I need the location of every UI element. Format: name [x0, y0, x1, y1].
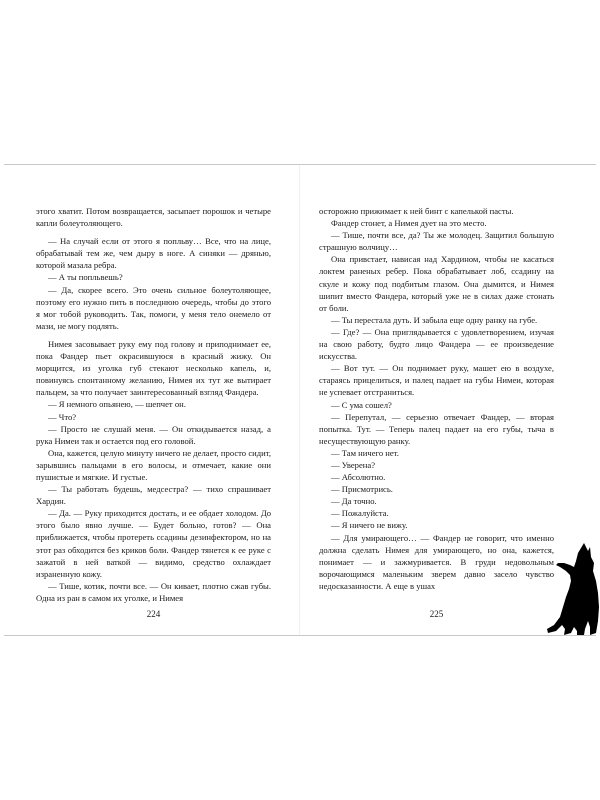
paragraph: — Уверена?	[331, 459, 376, 470]
paragraph: — На случай если от этого я попльву… Все, что на лице, обрабатывай тем же, чем дыру в ноге. А синяки — дрянью, которой мазала ребра.	[36, 236, 271, 271]
paragraph: — Просто не слушай меня. — Он откидывается назад, а рука Нимеи так и остается под его головой.	[36, 423, 271, 446]
paragraph: — Я немного опьянею, — шепчет он.	[48, 399, 186, 410]
paragraph: Нимея засовывает руку ему под голову и приподнимает ее, пока Фандер пьет окрасившуюся в красный жижу. Он морщится, из уголка губ стекают несколько капель, и, повинуясь спонтанному желанию, Нимея их тут же вытирает пальцем, за что получает заинтересованный взгляд Фандера.	[36, 338, 271, 398]
paragraph: — Где? — Она приглядывается с удовлетворением, изучая на свою работу, будто лицо Фандера — ее произведение искусства.	[319, 326, 554, 362]
paragraph: — Тише, котик, почти все. — Он кивает, плотно сжав губы. Одна из ран в самом их уголке, и Нимея	[36, 580, 271, 603]
howling-wolf-icon	[544, 541, 600, 635]
paragraph: — Ты работать будешь, медсестра? — тихо спрашивает Хардин.	[36, 484, 271, 507]
paragraph: — Да, скорее всего. Это очень сильное болеутоляющее, поэтому его нужно пить в последнюю очередь, чтобы до этого я мог тобой руководить. Так, помоги, у меня тело онемело от мази, не могу подлять.	[36, 284, 271, 331]
paragraph: осторожно прижимает к ней бинт с капелькой пасты.	[319, 206, 514, 216]
paragraph: — Для умирающего… — Фандер не говорит, что именно должна сделать Нимея для умирающего, но она, кажется, понимает — и зажмуривается. В груди недовольным ворочающимся маленьким зверем давно засело чувство недосказанности. А еще в ушах	[319, 532, 554, 591]
paragraph: — А ты попльвешь?	[48, 272, 123, 283]
book-spread	[4, 164, 596, 636]
paragraph: Фандер стонет, а Нимея дует на это место.	[331, 218, 487, 229]
paragraph: — Пожалуйста.	[331, 508, 389, 519]
paragraph: — Да. — Руку приходится достать, и ее обдает холодом. До этого было явно лучше. — Будет больно, готов? — Она приближается, чтобы протереть ссадины дезинфектором, но на этот раз обходится без криков боли. Фандер тянется к ее руке с зажатой в ней ваткой — видимо, средство охлаждает израненную кожу.	[36, 508, 271, 579]
paragraph: Она привстает, нависая над Хардином, чтобы не касаться локтем раненых ребер. Пока обрабатывает лоб, ссадину на скуле и кожу под подбитым глазом. Она дымится, и Нимея шипит вместо Фандера, который уже не в силах даже стонать от боли.	[319, 254, 554, 313]
paragraph: — Что?	[48, 411, 77, 422]
paragraph: — Абсолютно.	[331, 472, 386, 483]
paragraph: — Тише, почти все, да? Ты же молодец. Защитил большую страшную волчицу…	[319, 230, 554, 253]
paragraph: — Ты перестала дуть. И забыла еще одну ранку на губе.	[331, 314, 538, 325]
paragraph: — Перепутал, — серьезно отвечает Фандер, — вторая попытка. Тут. — Теперь палец падает на его губы, тыча в несуществующую ранку.	[319, 411, 554, 446]
paragraph: Она, кажется, целую минуту ничего не делает, просто сидит, зарывшись пальцами в его волосы, и отмечает, какие они пушистые и мягкие. И густые.	[36, 447, 271, 482]
paragraph: — Вот тут. — Он поднимает руку, машет ею в воздухе, стараясь прицелиться, и палец падает на губы Нимеи, которая не успевает отстраниться.	[319, 363, 554, 398]
book-gutter	[299, 165, 300, 635]
paragraph: — С ума сошел?	[331, 399, 392, 410]
paragraph: — Я ничего не вижу.	[331, 520, 408, 531]
left-page-text	[36, 205, 271, 604]
right-page-text	[319, 205, 554, 592]
paragraph: — Присмотрись.	[331, 484, 393, 495]
left-page-number: 224	[146, 609, 161, 619]
paragraph: — Там ничего нет.	[331, 447, 399, 458]
paragraph: — Да точно.	[331, 496, 377, 507]
paragraph: этого хватит. Потом возвращается, засыпает порошок и четыре капли болеутоляющего.	[36, 206, 271, 229]
right-page-number: 225	[429, 609, 444, 619]
